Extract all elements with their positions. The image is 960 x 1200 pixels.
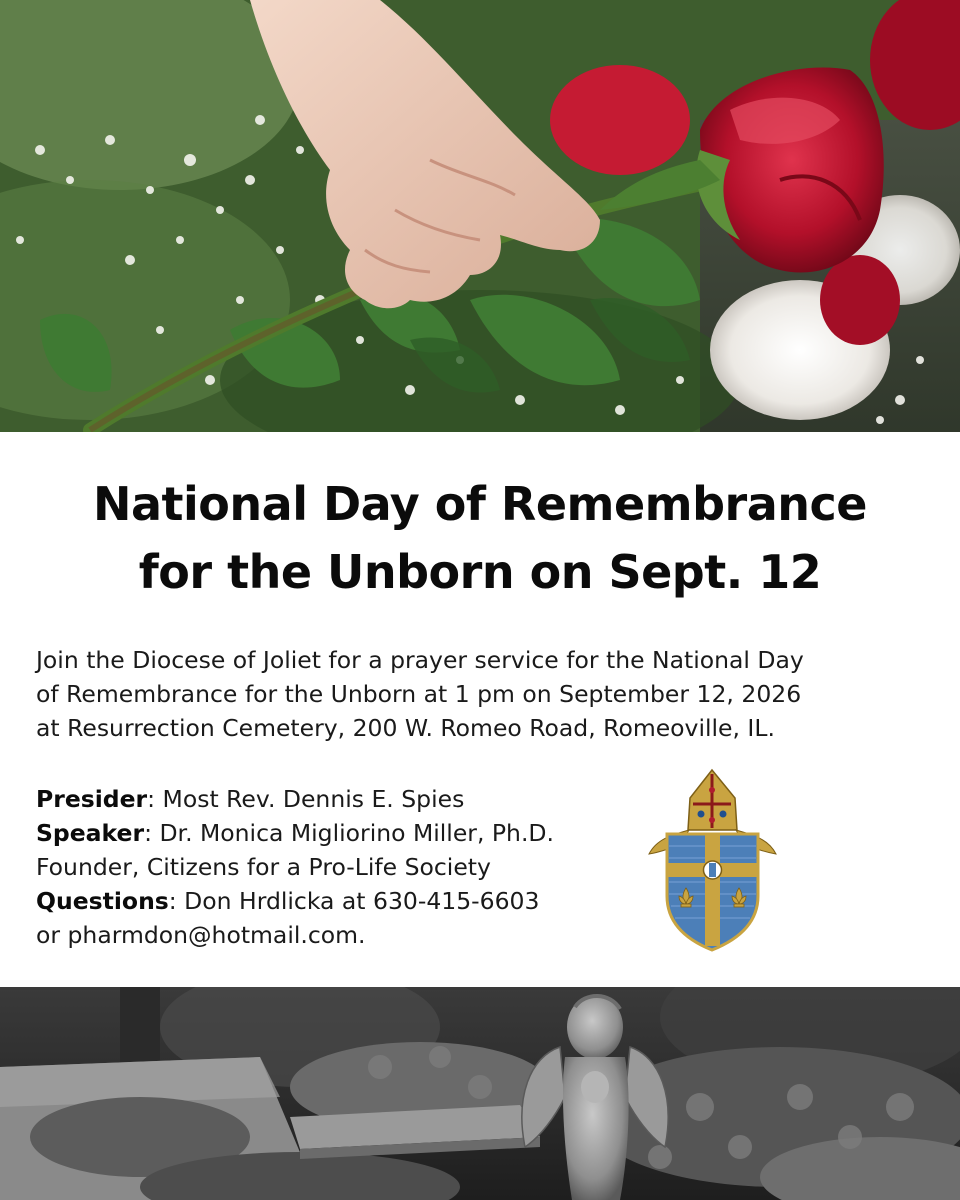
presider-label: Presider (36, 785, 148, 813)
speaker-label: Speaker (36, 819, 145, 847)
headline-line-1: National Day of Remembrance (93, 477, 867, 531)
event-description (36, 643, 916, 745)
intro-line-1: Join the Diocese of Joliet for a prayer service for the National Day (36, 646, 804, 674)
intro-line-3: at Resurrection Cemetery, 200 W. Romeo Road, Romeoville, IL. (36, 714, 775, 742)
questions-email: or pharmdon@hotmail.com. (36, 921, 366, 949)
intro-line-2: of Remembrance for the Unborn at 1 pm on September 12, 2026 (36, 680, 802, 708)
speaker-title: Founder, Citizens for a Pro-Life Society (36, 853, 491, 881)
questions-value: : Don Hrdlicka at 630-415-6603 (168, 887, 540, 915)
headline-line-2: for the Unborn on Sept. 12 (138, 545, 822, 599)
questions-row (36, 884, 636, 918)
diocese-coat-of-arms-icon (645, 768, 780, 952)
event-details (36, 782, 636, 952)
presider-value: : Most Rev. Dennis E. Spies (147, 785, 465, 813)
angel-statue-photo (0, 987, 960, 1200)
presider-row (36, 782, 636, 816)
rose-photo (0, 0, 960, 432)
speaker-row (36, 816, 636, 850)
questions-label: Questions (36, 887, 169, 915)
headline (0, 470, 960, 606)
speaker-value: : Dr. Monica Migliorino Miller, Ph.D. (144, 819, 554, 847)
